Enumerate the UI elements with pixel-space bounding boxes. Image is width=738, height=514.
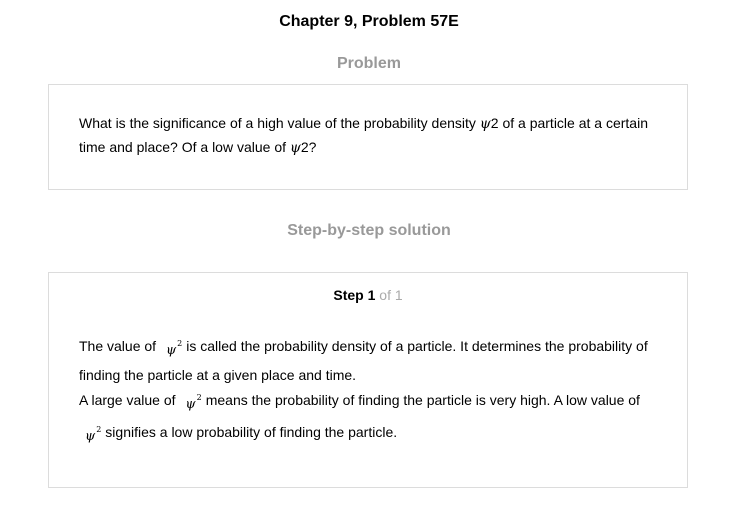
psi-symbol: ψ [85, 429, 96, 444]
exponent: 2 [196, 393, 202, 402]
psi-symbol: ψ [165, 343, 177, 358]
psi-squared-formula [79, 417, 105, 449]
psi-squared-formula [160, 331, 186, 363]
para2-before: A large value of [79, 392, 176, 408]
solution-paragraph-1 [79, 331, 669, 388]
psi-symbol: ψ [289, 140, 301, 156]
step-word: Step [333, 287, 364, 303]
psi-symbol: ψ [185, 397, 196, 412]
solution-heading: Step-by-step solution [287, 222, 451, 239]
problem-text-part-1: What is the significance of a high value of the probability density [79, 115, 480, 131]
step-number: 1 [367, 287, 376, 303]
para2-after: signifies a low probability of finding the particle. [105, 424, 398, 440]
problem-card [48, 84, 688, 190]
para1-after: is called the probability density of a particle. It determines the probability of finding the particle at a given place and time. [79, 338, 648, 383]
problem-heading: Problem [336, 55, 401, 72]
exponent: 2 [96, 425, 102, 434]
para2-middle: means the probability of finding the particle is very high. A low value of [205, 392, 640, 408]
solution-card [48, 272, 688, 488]
solution-paragraph-2 [79, 385, 669, 449]
exponent: 2 [177, 339, 183, 348]
step-indicator [49, 286, 687, 304]
step-total: of 1 [379, 287, 403, 303]
psi-symbol: ψ [479, 116, 491, 132]
problem-text-part-2: 2 of a particle at a certain time and place? Of a low value of [79, 115, 648, 155]
para1-before: The value of [79, 338, 157, 354]
chapter-title: Chapter 9, Problem 57E [279, 13, 459, 30]
problem-text-part-3: 2? [300, 139, 317, 155]
psi-squared-formula [179, 385, 205, 417]
problem-text [79, 112, 669, 160]
